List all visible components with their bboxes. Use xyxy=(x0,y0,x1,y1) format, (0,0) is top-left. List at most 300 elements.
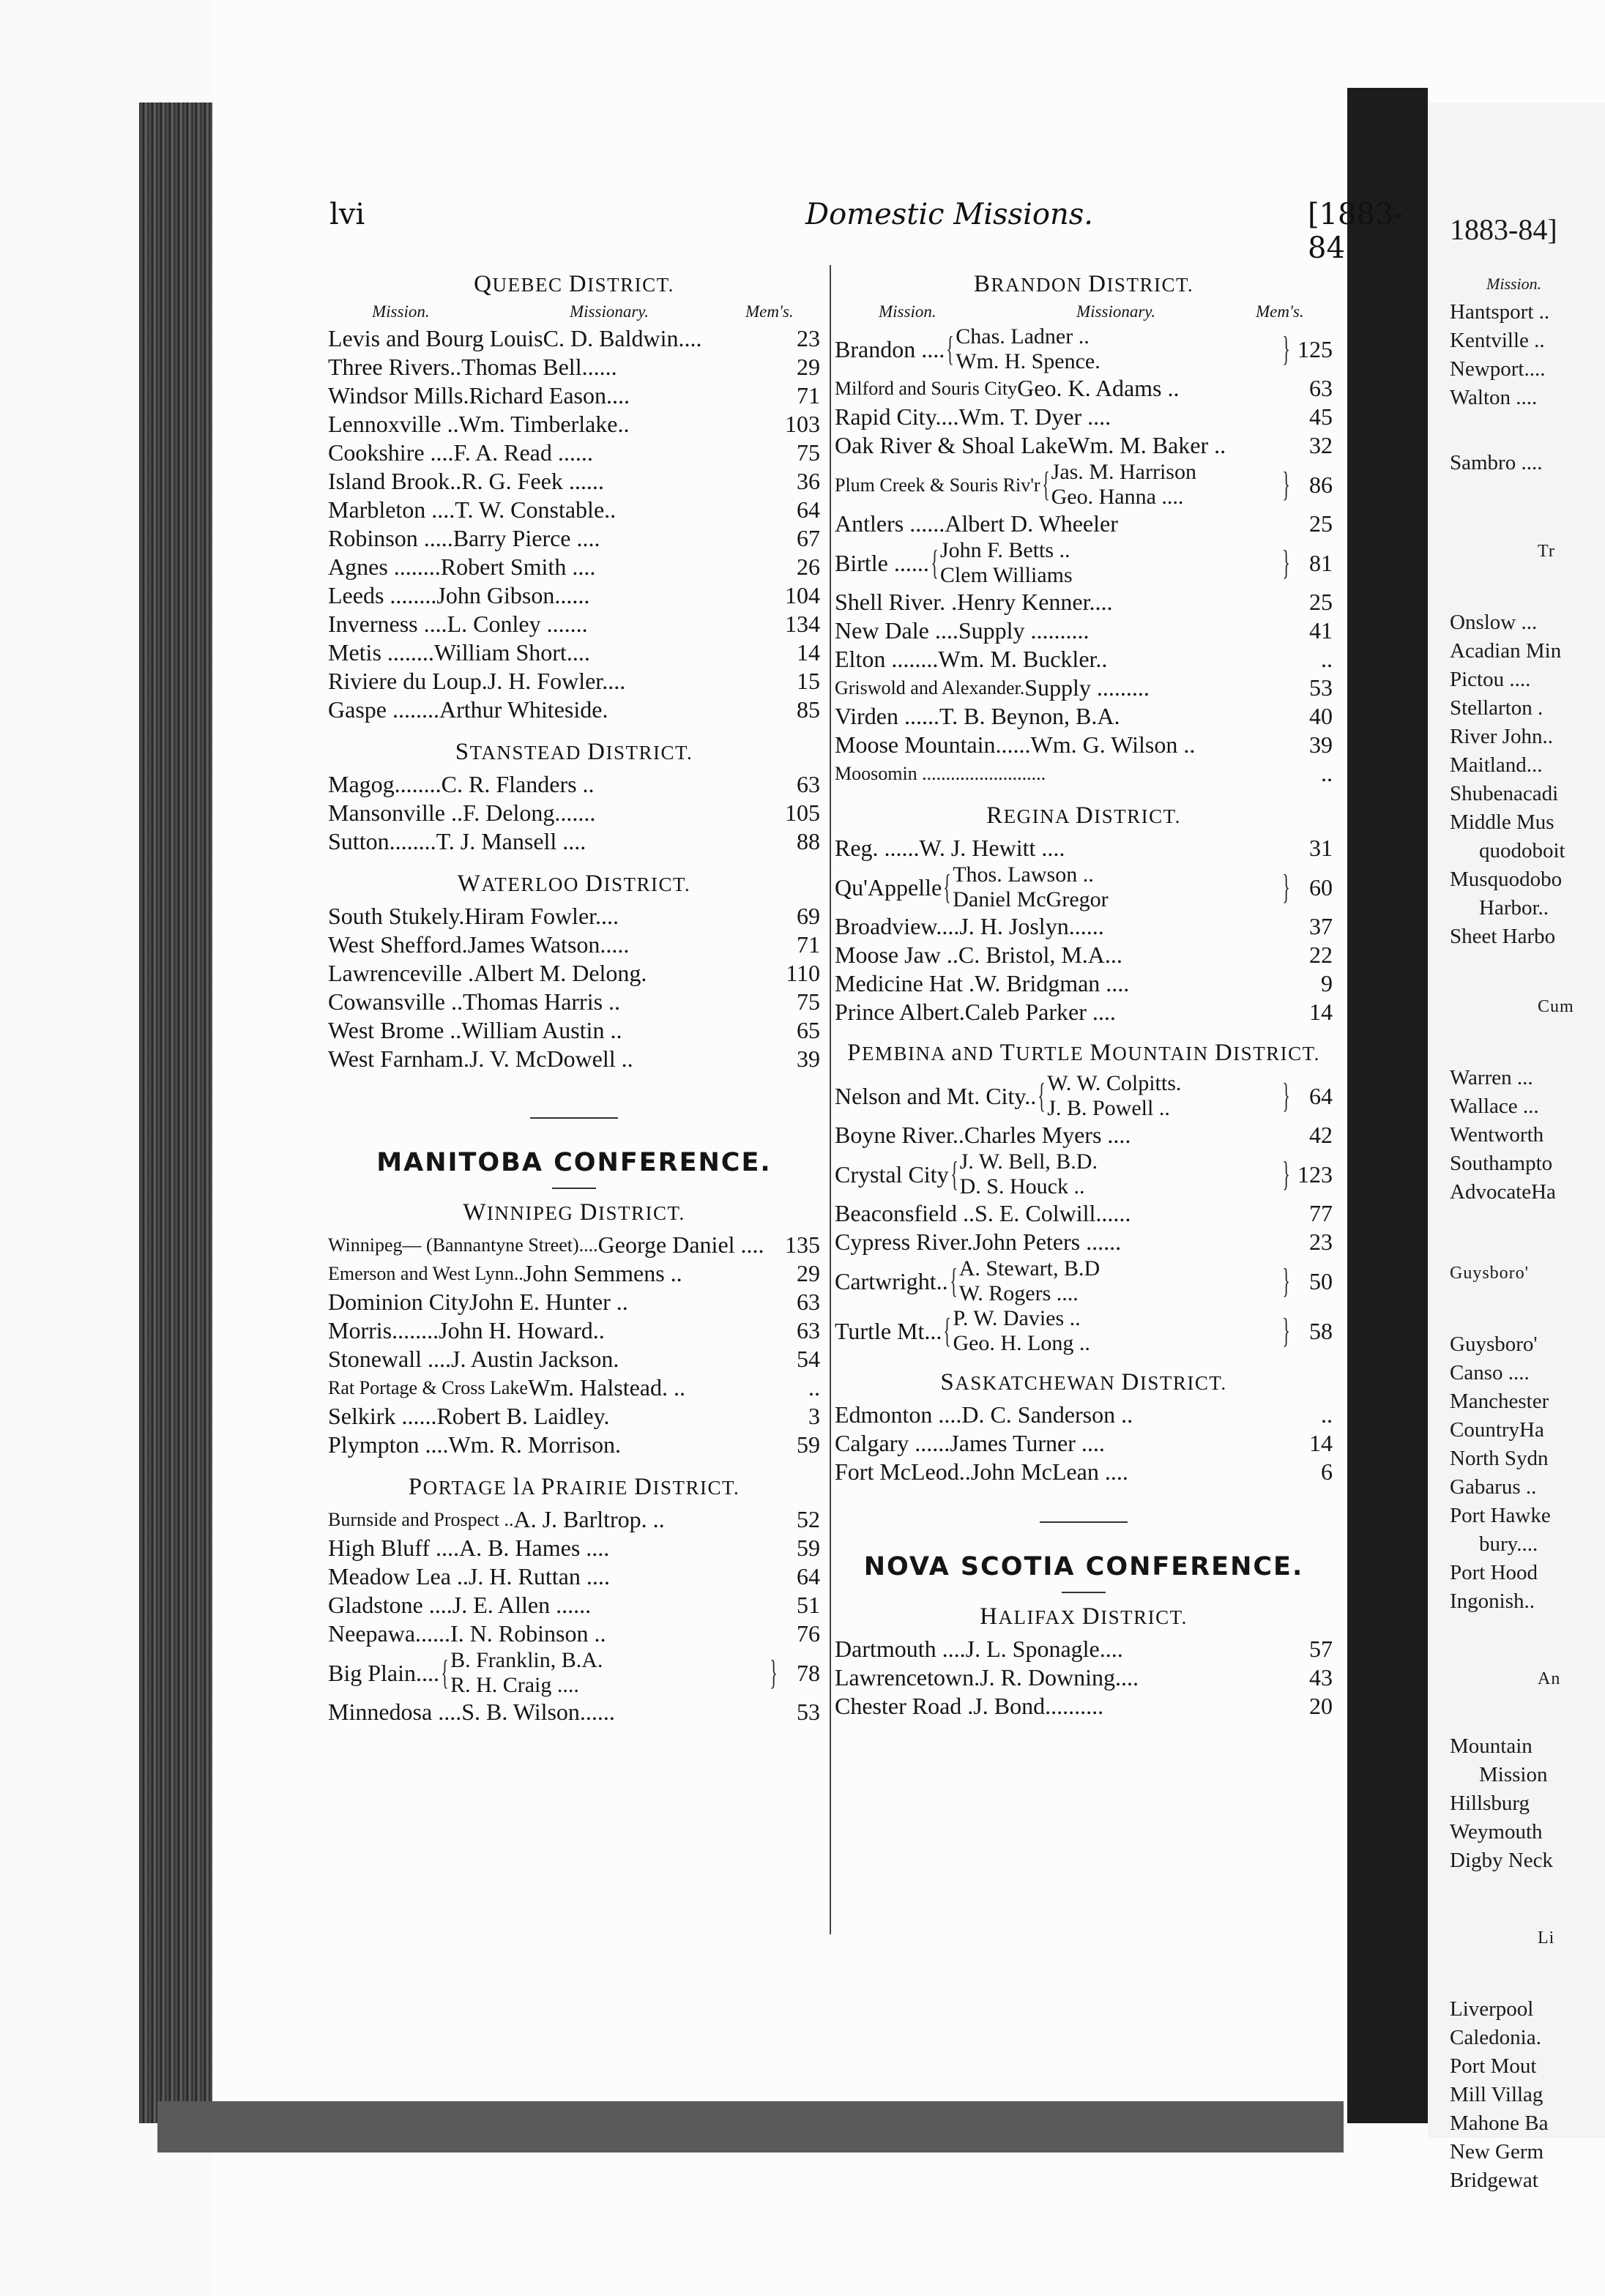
member-count: 105 xyxy=(785,800,820,826)
mission-name: Lawrenceville . xyxy=(328,960,474,986)
next-page-line: North Sydn xyxy=(1450,1447,1549,1470)
column-headers xyxy=(328,302,820,324)
table-row xyxy=(328,1534,820,1562)
next-page-line: Walton .... xyxy=(1450,386,1538,409)
missionary-name: James Turner .... xyxy=(950,1430,1105,1456)
member-count: 32 xyxy=(1309,432,1333,458)
district-initial: M xyxy=(1090,1040,1113,1066)
member-count: 42 xyxy=(1309,1122,1333,1148)
table-row xyxy=(328,1374,820,1402)
district-initial: W xyxy=(457,871,482,897)
missionary-name: Supply .......... xyxy=(958,617,1090,644)
mission-name: Burnside and Prospect .. xyxy=(328,1509,514,1530)
next-page-line: Mission xyxy=(1479,1763,1548,1786)
member-count: 14 xyxy=(1309,1430,1333,1456)
missionary-name: John McLean .... xyxy=(970,1458,1128,1485)
next-page-line: Warren ... xyxy=(1450,1066,1533,1089)
table-row xyxy=(328,1591,820,1620)
district-initial: D xyxy=(1214,1040,1234,1066)
mission-name: Rapid City.... xyxy=(835,403,959,430)
gutter-shadow xyxy=(1347,88,1428,2123)
member-count: 3 xyxy=(808,1403,820,1429)
mission-name: Cowansville .. xyxy=(328,988,463,1015)
mission-name: Virden ...... xyxy=(835,703,939,729)
mission-name: Birtle ...... xyxy=(835,549,929,576)
next-page-line: CountryHa xyxy=(1450,1418,1544,1442)
missionary-name: C. Bristol, M.A... xyxy=(958,942,1122,968)
col-missionary-label: Missionary. xyxy=(1076,302,1155,321)
section-rule xyxy=(552,1188,596,1189)
mission-name: Robinson ..... xyxy=(328,525,453,551)
table-row xyxy=(835,616,1333,645)
mission-name: High Bluff .... xyxy=(328,1535,459,1561)
member-count: 64 xyxy=(797,1563,820,1589)
next-page-line: Sambro .... xyxy=(1450,451,1543,474)
missionary-name: Wm. Timberlake.. xyxy=(458,411,630,437)
missionary-name: William Short.... xyxy=(433,639,590,666)
table-row xyxy=(328,1045,820,1073)
column-divider xyxy=(830,265,831,1934)
mission-name: Levis and Bourg Louis xyxy=(328,325,543,351)
table-row xyxy=(328,770,820,799)
missionary-name: William Austin .. xyxy=(461,1017,622,1043)
mission-name: Cypress River. xyxy=(835,1229,973,1255)
missionary-name: Wm. Halstead. .. xyxy=(527,1374,685,1401)
missionary-names: W. W. Colpitts. J. B. Powell .. xyxy=(1047,1071,1182,1120)
member-count: 60 xyxy=(1309,873,1333,901)
mission-name: Magog........ xyxy=(328,771,442,797)
mission-name: Sutton........ xyxy=(328,828,436,854)
member-count: 69 xyxy=(797,903,820,929)
brace-glyph: { xyxy=(1038,1076,1046,1115)
member-count: 81 xyxy=(1309,549,1333,576)
brandon-rows xyxy=(835,324,1333,788)
missionary-name: T. W. Constable.. xyxy=(455,496,617,523)
col-members-label: Mem's. xyxy=(745,302,794,321)
district-initial: D xyxy=(587,739,606,765)
member-count: 25 xyxy=(1309,589,1333,615)
next-page-line: Mill Villag xyxy=(1450,2083,1543,2106)
member-count: 15 xyxy=(797,668,820,694)
table-row xyxy=(328,467,820,496)
brace-glyph: } xyxy=(1282,1311,1290,1350)
mission-name: West Brome .. xyxy=(328,1017,462,1043)
district-initial: S xyxy=(940,1369,956,1395)
mission-name: Rat Portage & Cross Lake xyxy=(328,1377,528,1398)
district-initial: D xyxy=(568,271,588,297)
table-row xyxy=(835,403,1333,431)
mission-name: Prince Albert. xyxy=(835,999,965,1025)
mission-name: Shell River. . xyxy=(835,589,958,615)
member-count: 63 xyxy=(797,1289,820,1315)
brace-glyph: } xyxy=(1282,329,1290,368)
mission-name: Cartwright.. xyxy=(835,1267,948,1294)
missionary-name: W. Bridgman .... xyxy=(975,970,1130,996)
brace-glyph: } xyxy=(770,1653,778,1692)
mission-name: Agnes ........ xyxy=(328,554,441,580)
next-page-line: Southampto xyxy=(1450,1152,1553,1175)
missionary-name: J. V. McDowell .. xyxy=(469,1046,633,1072)
page-year: [1883-84 xyxy=(1308,198,1404,265)
member-count: 125 xyxy=(1297,335,1333,362)
next-page-header: 1883-84] xyxy=(1450,213,1557,246)
district-initial: D xyxy=(1081,1603,1101,1630)
mission-name: Winnipeg— (Bannantyne Street).... xyxy=(328,1234,598,1256)
member-count: 53 xyxy=(797,1699,820,1725)
table-row xyxy=(328,667,820,696)
mission-name: Lawrencetown. xyxy=(835,1664,980,1691)
member-count: 134 xyxy=(785,611,820,637)
member-count: .. xyxy=(1321,1401,1333,1428)
district-initial: P xyxy=(408,1474,423,1500)
missionary-name: Richard Eason.... xyxy=(469,382,630,409)
table-row xyxy=(835,431,1333,460)
table-row xyxy=(328,1231,820,1259)
mission-name: Brandon .... xyxy=(835,335,945,362)
mission-name: Milford and Souris City xyxy=(835,378,1018,399)
next-page-line: An xyxy=(1538,1669,1561,1688)
brace-glyph: } xyxy=(1282,1076,1290,1115)
mission-name: Reg. ...... xyxy=(835,835,920,861)
table-row xyxy=(835,1458,1333,1486)
mission-name: Moose Mountain...... xyxy=(835,731,1031,758)
missionary-names: John F. Betts .. Clem Williams xyxy=(939,538,1073,587)
mission-name: Riviere du Loup. xyxy=(328,668,488,694)
next-page-line: Shubenacadi xyxy=(1450,782,1559,805)
table-row xyxy=(328,1505,820,1534)
table-row xyxy=(328,410,820,439)
conference-title: MANITOBA CONFERENCE. xyxy=(376,1148,772,1177)
table-row xyxy=(328,959,820,988)
member-count: 63 xyxy=(797,1317,820,1343)
col-members-label: Mem's. xyxy=(1256,302,1304,321)
missionary-name: Thomas Bell...... xyxy=(461,354,617,380)
missionary-name: Wm. M. Buckler.. xyxy=(938,646,1108,672)
member-count: 76 xyxy=(797,1620,820,1647)
missionary-name: W. J. Hewitt .... xyxy=(919,835,1065,861)
member-count: 63 xyxy=(1309,375,1333,401)
mission-name: Plum Creek & Souris Riv'r xyxy=(835,474,1040,496)
district-initial: D xyxy=(1075,802,1095,829)
member-count: .. xyxy=(1321,760,1333,786)
missionary-name: John Gibson...... xyxy=(436,582,590,608)
member-count: 29 xyxy=(797,1260,820,1286)
missionary-name: A. J. Barltrop. .. xyxy=(513,1506,665,1532)
missionary-names: Chas. Ladner .. Wm. H. Spence. xyxy=(956,324,1101,373)
member-count: 86 xyxy=(1309,471,1333,498)
mission-name: Moosomin .......................... xyxy=(835,763,1046,784)
district-initial: D xyxy=(634,1474,653,1500)
next-page-line: Canso .... xyxy=(1450,1361,1530,1384)
missionary-name: J. H. Fowler.... xyxy=(487,668,626,694)
mission-name: Lennoxville .. xyxy=(328,411,459,437)
table-row xyxy=(835,1071,1333,1121)
missionary-name: Wm. G. Wilson .. xyxy=(1030,731,1196,758)
brace-glyph: } xyxy=(1282,465,1290,504)
missionary-name: John Peters ...... xyxy=(972,1229,1122,1255)
left-column xyxy=(328,261,820,1726)
member-count: 41 xyxy=(1309,617,1333,644)
mission-name: Oak River & Shoal Lake xyxy=(835,432,1068,458)
missionary-name: S. E. Colwill...... xyxy=(975,1200,1131,1226)
brace-glyph: { xyxy=(931,543,939,582)
waterloo-rows xyxy=(328,902,820,1073)
table-row xyxy=(835,1401,1333,1429)
table-row xyxy=(835,510,1333,538)
member-count: 14 xyxy=(1309,999,1333,1025)
mission-name: Cookshire .... xyxy=(328,439,454,466)
table-row xyxy=(835,538,1333,588)
next-page-line: Harbor.. xyxy=(1479,896,1549,920)
member-count: 88 xyxy=(797,828,820,854)
table-row xyxy=(328,524,820,553)
page-bottom-shadow xyxy=(157,2101,1344,2152)
table-row xyxy=(328,353,820,381)
next-page-line: Port Mout xyxy=(1450,2054,1537,2078)
next-page-line: Wallace ... xyxy=(1450,1095,1539,1118)
member-count: 54 xyxy=(797,1346,820,1372)
missionary-name: Robert Smith .... xyxy=(440,554,596,580)
next-page-line: Onslow ... xyxy=(1450,611,1538,634)
district-initial: T xyxy=(999,1040,1016,1066)
district-initial: l xyxy=(513,1474,521,1500)
member-count: 77 xyxy=(1309,1200,1333,1226)
missionary-name: Robert B. Laidley. xyxy=(436,1403,610,1429)
next-page-line: New Germ xyxy=(1450,2140,1544,2163)
member-count: 103 xyxy=(785,411,820,437)
mission-name: South Stukely. xyxy=(328,903,465,929)
section-rule xyxy=(1040,1521,1128,1523)
mission-name: Chester Road . xyxy=(835,1693,974,1719)
mission-name: Elton ........ xyxy=(835,646,939,672)
table-row xyxy=(328,496,820,524)
district-title: PEMBINA aND TURTLE MOUNTAIN DISTRICT. xyxy=(847,1040,1320,1066)
mission-name: New Dale .... xyxy=(835,617,958,644)
mission-name: Dominion City xyxy=(328,1289,469,1315)
table-row xyxy=(835,702,1333,731)
table-row xyxy=(835,731,1333,759)
next-page-line: Pictou .... xyxy=(1450,668,1531,691)
mission-name: Calgary ...... xyxy=(835,1430,950,1456)
page-number: lvi xyxy=(329,198,365,231)
quebec-rows xyxy=(328,324,820,724)
mission-name: Marbleton .... xyxy=(328,496,455,523)
member-count: 53 xyxy=(1309,674,1333,701)
missionary-name: J. Austin Jackson. xyxy=(450,1346,619,1372)
table-row xyxy=(835,674,1333,702)
mission-name: Selkirk ...... xyxy=(328,1403,437,1429)
mission-name: Medicine Hat . xyxy=(835,970,975,996)
table-row xyxy=(328,1698,820,1726)
member-count: 63 xyxy=(797,771,820,797)
section-rule xyxy=(530,1117,618,1119)
mission-name: Three Rivers.. xyxy=(328,354,462,380)
missionary-name: Wm. M. Baker .. xyxy=(1068,432,1226,458)
brace-glyph: { xyxy=(1041,465,1050,504)
member-count: 59 xyxy=(797,1535,820,1561)
member-count: 85 xyxy=(797,696,820,723)
brace-glyph: } xyxy=(1282,1261,1290,1300)
missionary-names: J. W. Bell, B.D. D. S. Houck .. xyxy=(959,1149,1098,1199)
missionary-name: J. Bond.......... xyxy=(973,1693,1104,1719)
next-page-line: Ingonish.. xyxy=(1450,1589,1535,1613)
district-title: STANSTEAD DISTRICT. xyxy=(455,739,693,765)
next-page-line: Manchester xyxy=(1450,1390,1549,1413)
table-row xyxy=(328,799,820,827)
next-page-line: Cum xyxy=(1538,997,1574,1016)
missionary-name: J. H. Ruttan .... xyxy=(468,1563,610,1589)
mission-name: Dartmouth .... xyxy=(835,1636,966,1662)
member-count: 75 xyxy=(797,988,820,1015)
table-row xyxy=(835,1692,1333,1721)
table-row xyxy=(328,931,820,959)
district-initial: D xyxy=(1088,271,1107,297)
missionary-name: Albert D. Wheeler xyxy=(945,510,1118,537)
brace-glyph: { xyxy=(943,868,951,906)
table-row xyxy=(835,588,1333,616)
mission-name: Boyne River.. xyxy=(835,1122,964,1148)
table-row xyxy=(835,1635,1333,1663)
member-count: 6 xyxy=(1321,1458,1333,1485)
table-row xyxy=(835,1199,1333,1228)
next-page-line: Hillsburg xyxy=(1450,1792,1530,1815)
member-count: 110 xyxy=(786,960,820,986)
member-count: 31 xyxy=(1309,835,1333,861)
district-title: SASKATCHEWAN DISTRICT. xyxy=(940,1369,1227,1395)
member-count: 64 xyxy=(1309,1082,1333,1109)
member-count: 23 xyxy=(1309,1229,1333,1255)
next-page-line: Mountain xyxy=(1450,1734,1533,1758)
brace-glyph: } xyxy=(1282,868,1290,906)
brace-glyph: { xyxy=(943,1311,952,1350)
table-row xyxy=(328,638,820,667)
missionary-name: Arthur Whiteside. xyxy=(439,696,608,723)
mission-name: Plympton .... xyxy=(328,1431,449,1458)
district-initial: D xyxy=(1121,1369,1140,1395)
district-initial: R xyxy=(986,802,1004,829)
winnipeg-rows xyxy=(328,1231,820,1459)
portage-rows xyxy=(328,1505,820,1726)
mission-name: Griswold and Alexander. xyxy=(835,677,1025,698)
mission-name: Emerson and West Lynn.. xyxy=(328,1263,524,1284)
district-initial: S xyxy=(455,739,470,765)
district-title: REGINA DISTRICT. xyxy=(986,802,1181,829)
brace-glyph: { xyxy=(949,1261,958,1300)
table-row xyxy=(835,759,1333,788)
table-row xyxy=(835,460,1333,510)
district-title: WINNIPEG DISTRICT. xyxy=(463,1199,685,1226)
brace-glyph: { xyxy=(950,1155,958,1193)
next-page-line: Port Hood xyxy=(1450,1561,1538,1584)
next-page-line: Caledonia. xyxy=(1450,2026,1541,2049)
missionary-name: Caleb Parker .... xyxy=(964,999,1116,1025)
missionary-name: F. A. Read ...... xyxy=(453,439,593,466)
next-page-line: bury.... xyxy=(1479,1532,1538,1556)
next-page-line: Musquodobo xyxy=(1450,868,1563,891)
member-count: 26 xyxy=(797,554,820,580)
district-initial: D xyxy=(585,871,604,897)
district-initial: Q xyxy=(474,271,493,297)
missionary-name: Hiram Fowler.... xyxy=(464,903,619,929)
missionary-names: Thos. Lawson .. Daniel McGregor xyxy=(953,862,1109,912)
mission-name: Morris........ xyxy=(328,1317,439,1343)
mission-name: Stonewall .... xyxy=(328,1346,451,1372)
member-count: 78 xyxy=(797,1659,820,1686)
next-page-line: Sheet Harbo xyxy=(1450,925,1556,948)
member-count: 29 xyxy=(797,354,820,380)
table-row xyxy=(835,969,1333,998)
missionary-name: D. C. Sanderson .. xyxy=(961,1401,1133,1428)
next-page-line: Kentville .. xyxy=(1450,329,1545,352)
missionary-name: C. R. Flanders .. xyxy=(441,771,595,797)
table-row xyxy=(328,324,820,353)
table-row xyxy=(835,912,1333,941)
missionary-names: P. W. Davies .. Geo. H. Long .. xyxy=(953,1306,1090,1355)
table-row xyxy=(835,998,1333,1026)
next-page-col-label: Mission. xyxy=(1486,275,1542,293)
table-row xyxy=(328,1316,820,1345)
member-count: 22 xyxy=(1309,942,1333,968)
next-page-line: Weymouth xyxy=(1450,1820,1543,1844)
mission-name: Meadow Lea .. xyxy=(328,1563,469,1589)
table-row xyxy=(835,1663,1333,1692)
mission-name: Crystal City xyxy=(835,1160,949,1188)
brace-glyph: } xyxy=(1282,1155,1290,1193)
brace-glyph: { xyxy=(441,1653,449,1692)
missionary-name: T. B. Beynon, B.A. xyxy=(939,703,1120,729)
col-missionary-label: Missionary. xyxy=(570,302,649,321)
mission-name: Windsor Mills. xyxy=(328,382,469,409)
next-page-line: Liverpool xyxy=(1450,1997,1534,2021)
brace-glyph: { xyxy=(946,329,954,368)
table-row xyxy=(328,1016,820,1045)
member-count: 58 xyxy=(1309,1317,1333,1344)
mission-name: West Farnham. xyxy=(328,1046,469,1072)
missionary-names: B. Franklin, B.A. R. H. Craig .... xyxy=(450,1648,603,1697)
mission-name: Antlers ...... xyxy=(835,510,945,537)
next-page-line: Wentworth xyxy=(1450,1123,1544,1147)
regina-rows xyxy=(835,834,1333,1026)
table-row xyxy=(328,439,820,467)
right-column xyxy=(835,261,1333,1721)
table-row xyxy=(328,902,820,931)
member-count: 65 xyxy=(797,1017,820,1043)
next-page-line: Port Hawke xyxy=(1450,1504,1551,1527)
next-page-line: Acadian Min xyxy=(1450,639,1562,663)
brace-glyph: } xyxy=(1282,543,1290,582)
missionary-names: A. Stewart, B.D W. Rogers .... xyxy=(958,1256,1101,1305)
saskatchewan-rows xyxy=(835,1401,1333,1486)
table-row xyxy=(835,1306,1333,1356)
table-row xyxy=(328,696,820,724)
mission-name: Moose Jaw .. xyxy=(835,942,958,968)
missionary-name: George Daniel .... xyxy=(597,1231,764,1258)
member-count: 36 xyxy=(797,468,820,494)
table-row xyxy=(328,1431,820,1459)
next-page-line: Middle Mus xyxy=(1450,810,1554,834)
missionary-name: John H. Howard.. xyxy=(439,1317,605,1343)
table-row xyxy=(328,827,820,856)
missionary-names: Jas. M. Harrison Geo. Hanna .... xyxy=(1051,460,1196,509)
district-initial: B xyxy=(973,271,991,297)
table-row xyxy=(835,324,1333,374)
missionary-name: James Watson..... xyxy=(467,931,630,958)
member-count: 25 xyxy=(1309,510,1333,537)
page-right-cropped xyxy=(1428,102,1605,2192)
table-row xyxy=(328,1259,820,1288)
table-row xyxy=(835,645,1333,674)
missionary-name: J. R. Downing.... xyxy=(980,1664,1139,1691)
